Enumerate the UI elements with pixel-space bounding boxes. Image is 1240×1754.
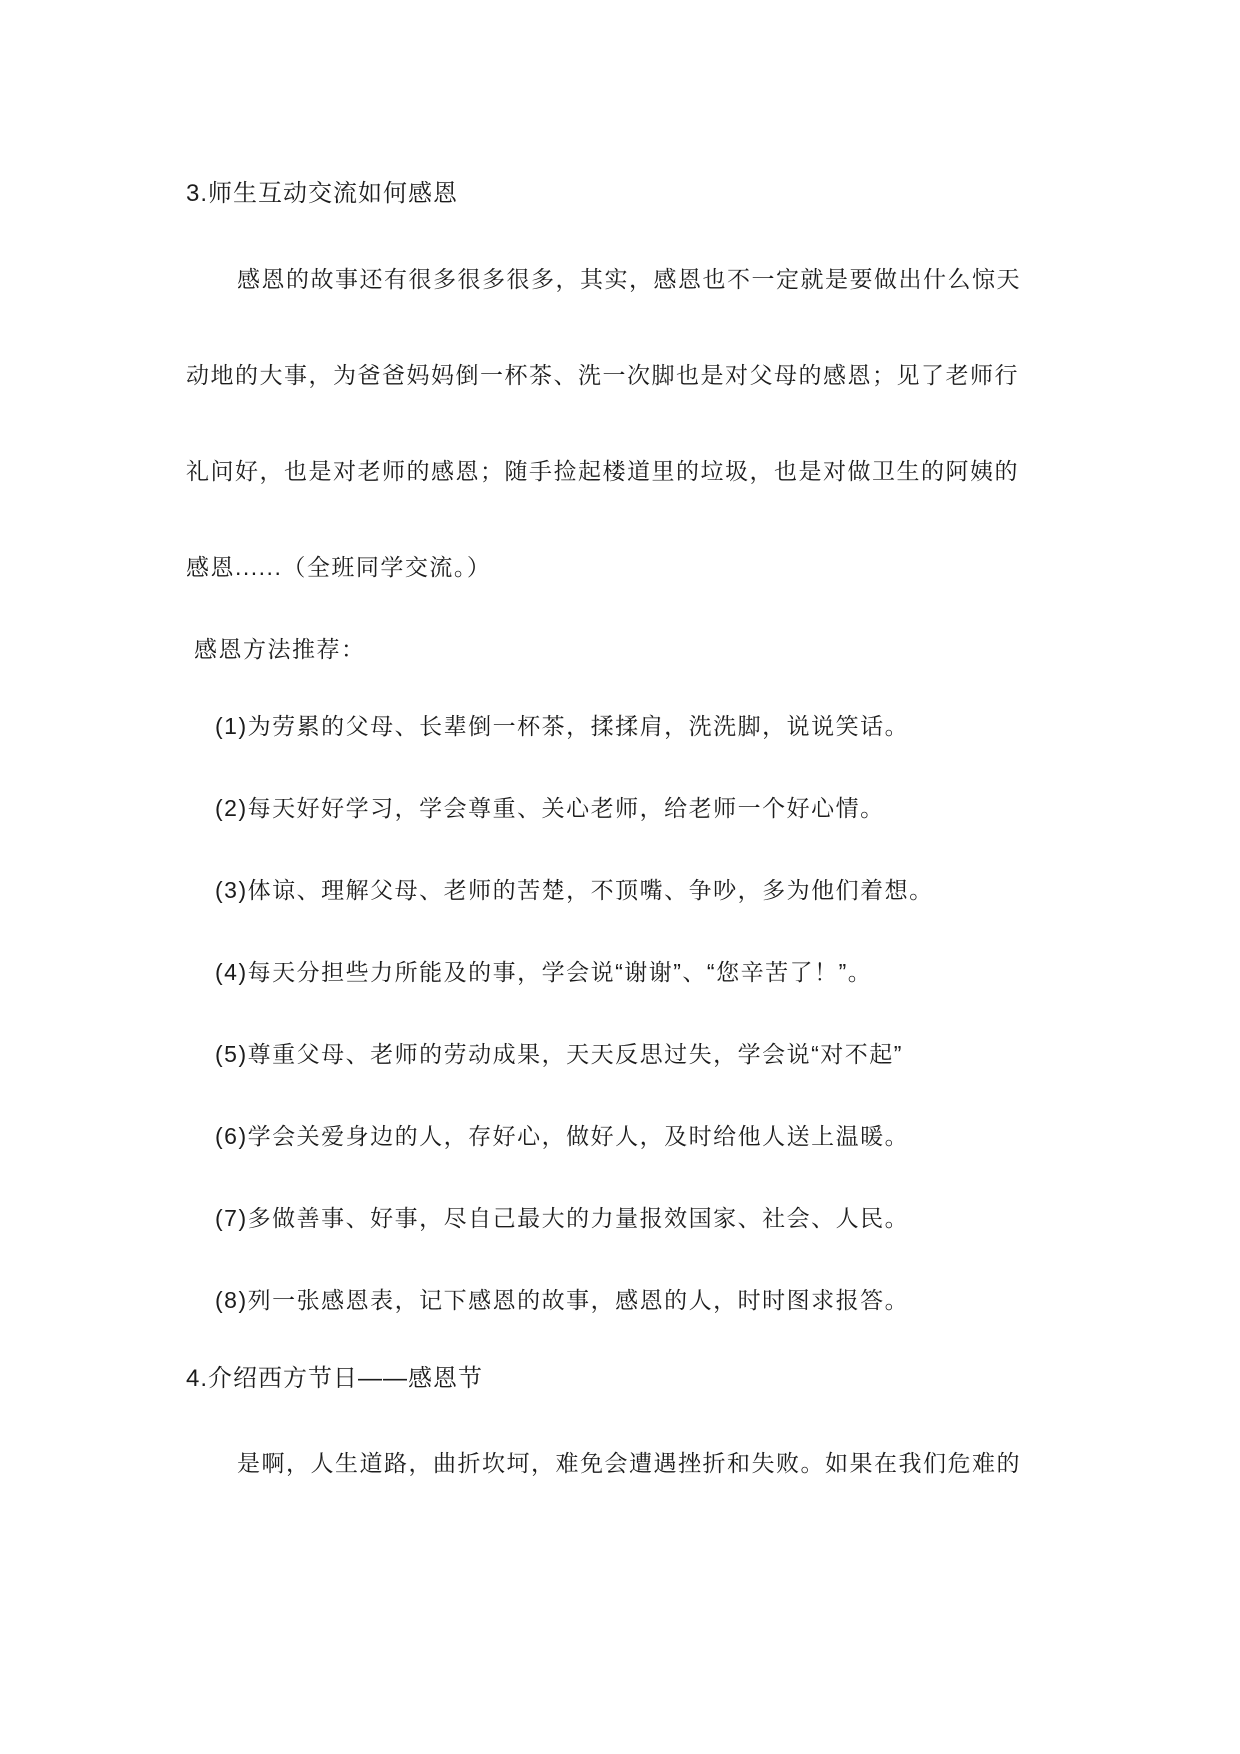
method-item-5: (5)尊重父母、老师的劳动成果，天天反思过失，学会说“对不起” [215,1041,903,1067]
method-item-1: (1)为劳累的父母、长辈倒一杯茶，揉揉肩，洗洗脚，说说笑话。 [215,713,910,739]
method-item-6: (6)学会关爱身边的人，存好心，做好人，及时给他人送上温暖。 [215,1123,910,1149]
method-item-8: (8)列一张感恩表，记下感恩的故事，感恩的人，时时图求报答。 [215,1287,910,1313]
paragraph-line: 感恩......（全班同学交流。） [186,554,492,580]
method-item-2: (2)每天好好学习，学会尊重、关心老师，给老师一个好心情。 [215,795,885,821]
paragraph-line: 动地的大事，为爸爸妈妈倒一杯茶、洗一次脚也是对父母的感恩；见了老师行 [186,362,1019,388]
method-item-4: (4)每天分担些力所能及的事，学会说“谢谢”、“您辛苦了！”。 [215,959,873,985]
methods-title: 感恩方法推荐： [194,636,366,662]
paragraph-line: 是啊，人生道路，曲折坎坷，难免会遭遇挫折和失败。如果在我们危难的 [237,1450,1021,1476]
method-item-7: (7)多做善事、好事，尽自己最大的力量报效国家、社会、人民。 [215,1205,910,1231]
section-4-heading: 4.介绍西方节日——感恩节 [186,1365,484,1392]
section-3-heading: 3.师生互动交流如何感恩 [186,180,459,207]
paragraph-line: 礼问好，也是对老师的感恩；随手捡起楼道里的垃圾，也是对做卫生的阿姨的 [186,458,1019,484]
method-item-3: (3)体谅、理解父母、老师的苦楚，不顶嘴、争吵，多为他们着想。 [215,877,934,903]
paragraph-line: 感恩的故事还有很多很多很多，其实，感恩也不一定就是要做出什么惊天 [237,266,1021,292]
